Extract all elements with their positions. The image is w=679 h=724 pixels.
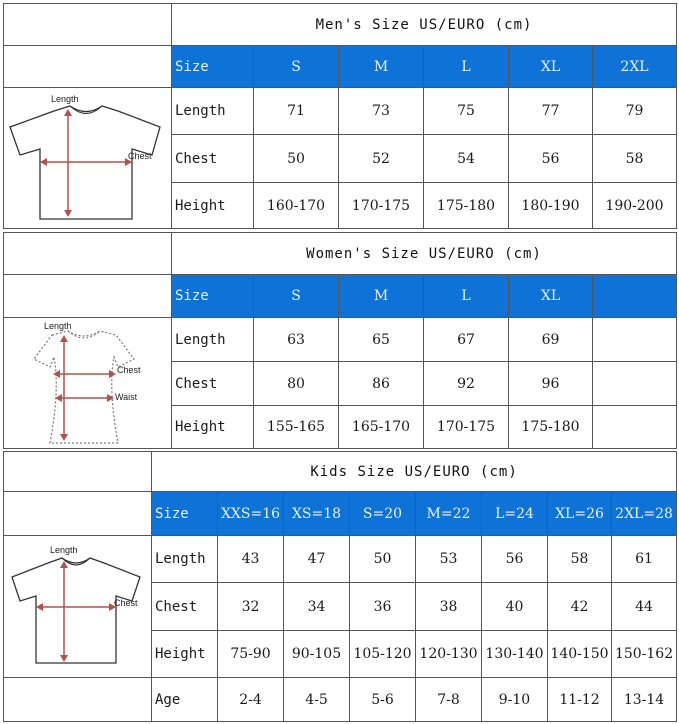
cell [593,406,677,449]
mens-header-l: L [424,46,509,88]
header-blank [4,275,172,318]
table-row [4,678,677,722]
kids-header-m: M=22 [416,492,482,536]
cell: 4-5 [284,678,350,722]
cell: 9-10 [482,678,548,722]
row-label: Length [172,88,254,135]
row-label: Length [152,536,218,583]
cell: 40 [482,583,548,631]
cell: 34 [284,583,350,631]
cell: 32 [218,583,284,631]
corner-blank [4,452,152,492]
chest-label: Chest [114,597,138,608]
row-label: Height [172,406,254,449]
kids-shirt-diagram [4,536,152,678]
cell: 90-105 [284,631,350,678]
cell: 7-8 [416,678,482,722]
cell: 80 [254,362,339,406]
cell: 50 [254,135,339,183]
womens-header-s: S [254,275,339,318]
length-label: Length [50,544,78,555]
cell: 52 [339,135,424,183]
cell: 61 [612,536,677,583]
cell: 58 [593,135,677,183]
age-row-blank [4,678,152,722]
row-label: Chest [152,583,218,631]
cell: 96 [509,362,593,406]
cell: 77 [509,88,593,135]
kids-header-2xl: 2XL=28 [612,492,677,536]
kids-header-s: S=20 [350,492,416,536]
cell: 79 [593,88,677,135]
cell: 175-180 [509,406,593,449]
table-row [4,88,677,135]
cell: 67 [424,318,509,362]
cell: 86 [339,362,424,406]
row-label: Age [152,678,218,722]
womens-header-size: Size [172,275,254,318]
mens-header-s: S [254,46,339,88]
kids-header-xxs: XXS=16 [218,492,284,536]
cell: 47 [284,536,350,583]
mens-shirt-diagram [4,88,172,229]
corner-blank [4,4,172,46]
cell: 175-180 [424,183,509,229]
cell: 36 [350,583,416,631]
cell [593,362,677,406]
cell: 71 [254,88,339,135]
chest-label: Chest [117,365,141,375]
cell: 92 [424,362,509,406]
cell: 63 [254,318,339,362]
cell: 44 [612,583,677,631]
cell: 13-14 [612,678,677,722]
cell: 73 [339,88,424,135]
cell: 160-170 [254,183,339,229]
kids-header-xl: XL=26 [548,492,612,536]
row-label: Height [152,631,218,678]
cell: 130-140 [482,631,548,678]
cell: 53 [416,536,482,583]
t-shirt-icon [4,89,170,227]
cell: 56 [482,536,548,583]
mens-header-size: Size [172,46,254,88]
kids-header-l: L=24 [482,492,548,536]
cell: 5-6 [350,678,416,722]
kids-header-size: Size [152,492,218,536]
chest-label: Chest [128,151,152,161]
womens-shirt-diagram [4,318,172,449]
table-row [4,318,677,362]
cell [593,318,677,362]
cell: 42 [548,583,612,631]
mens-size-table [3,3,677,229]
cell: 170-175 [339,183,424,229]
cell: 38 [416,583,482,631]
table-row [4,536,677,583]
mens-title: Men's Size US/EURO (cm) [172,4,677,46]
womens-title: Women's Size US/EURO (cm) [172,233,677,275]
cell: 56 [509,135,593,183]
header-blank [4,46,172,88]
womens-size-table [3,232,677,449]
waist-label: Waist [115,392,138,402]
kids-title: Kids Size US/EURO (cm) [152,452,677,492]
length-label: Length [44,321,72,331]
womens-header-xl: XL [509,275,593,318]
cell: 43 [218,536,284,583]
corner-blank [4,233,172,275]
womens-t-shirt-icon [4,319,170,447]
cell: 50 [350,536,416,583]
header-blank [4,492,152,536]
kids-t-shirt-icon [4,539,150,675]
mens-header-xl: XL [509,46,593,88]
kids-size-table [3,451,677,722]
cell: 155-165 [254,406,339,449]
cell: 120-130 [416,631,482,678]
cell: 140-150 [548,631,612,678]
cell: 65 [339,318,424,362]
row-label: Height [172,183,254,229]
mens-header-2xl: 2XL [593,46,677,88]
cell: 150-162 [612,631,677,678]
row-label: Chest [172,135,254,183]
cell: 105-120 [350,631,416,678]
cell: 190-200 [593,183,677,229]
row-label: Chest [172,362,254,406]
cell: 180-190 [509,183,593,229]
cell: 75-90 [218,631,284,678]
cell: 58 [548,536,612,583]
cell: 11-12 [548,678,612,722]
kids-header-xs: XS=18 [284,492,350,536]
row-label: Length [172,318,254,362]
cell: 75 [424,88,509,135]
length-label: Length [51,94,79,104]
womens-header-empty [593,275,677,318]
mens-header-m: M [339,46,424,88]
cell: 170-175 [424,406,509,449]
womens-header-l: L [424,275,509,318]
cell: 69 [509,318,593,362]
cell: 54 [424,135,509,183]
womens-header-m: M [339,275,424,318]
cell: 2-4 [218,678,284,722]
cell: 165-170 [339,406,424,449]
